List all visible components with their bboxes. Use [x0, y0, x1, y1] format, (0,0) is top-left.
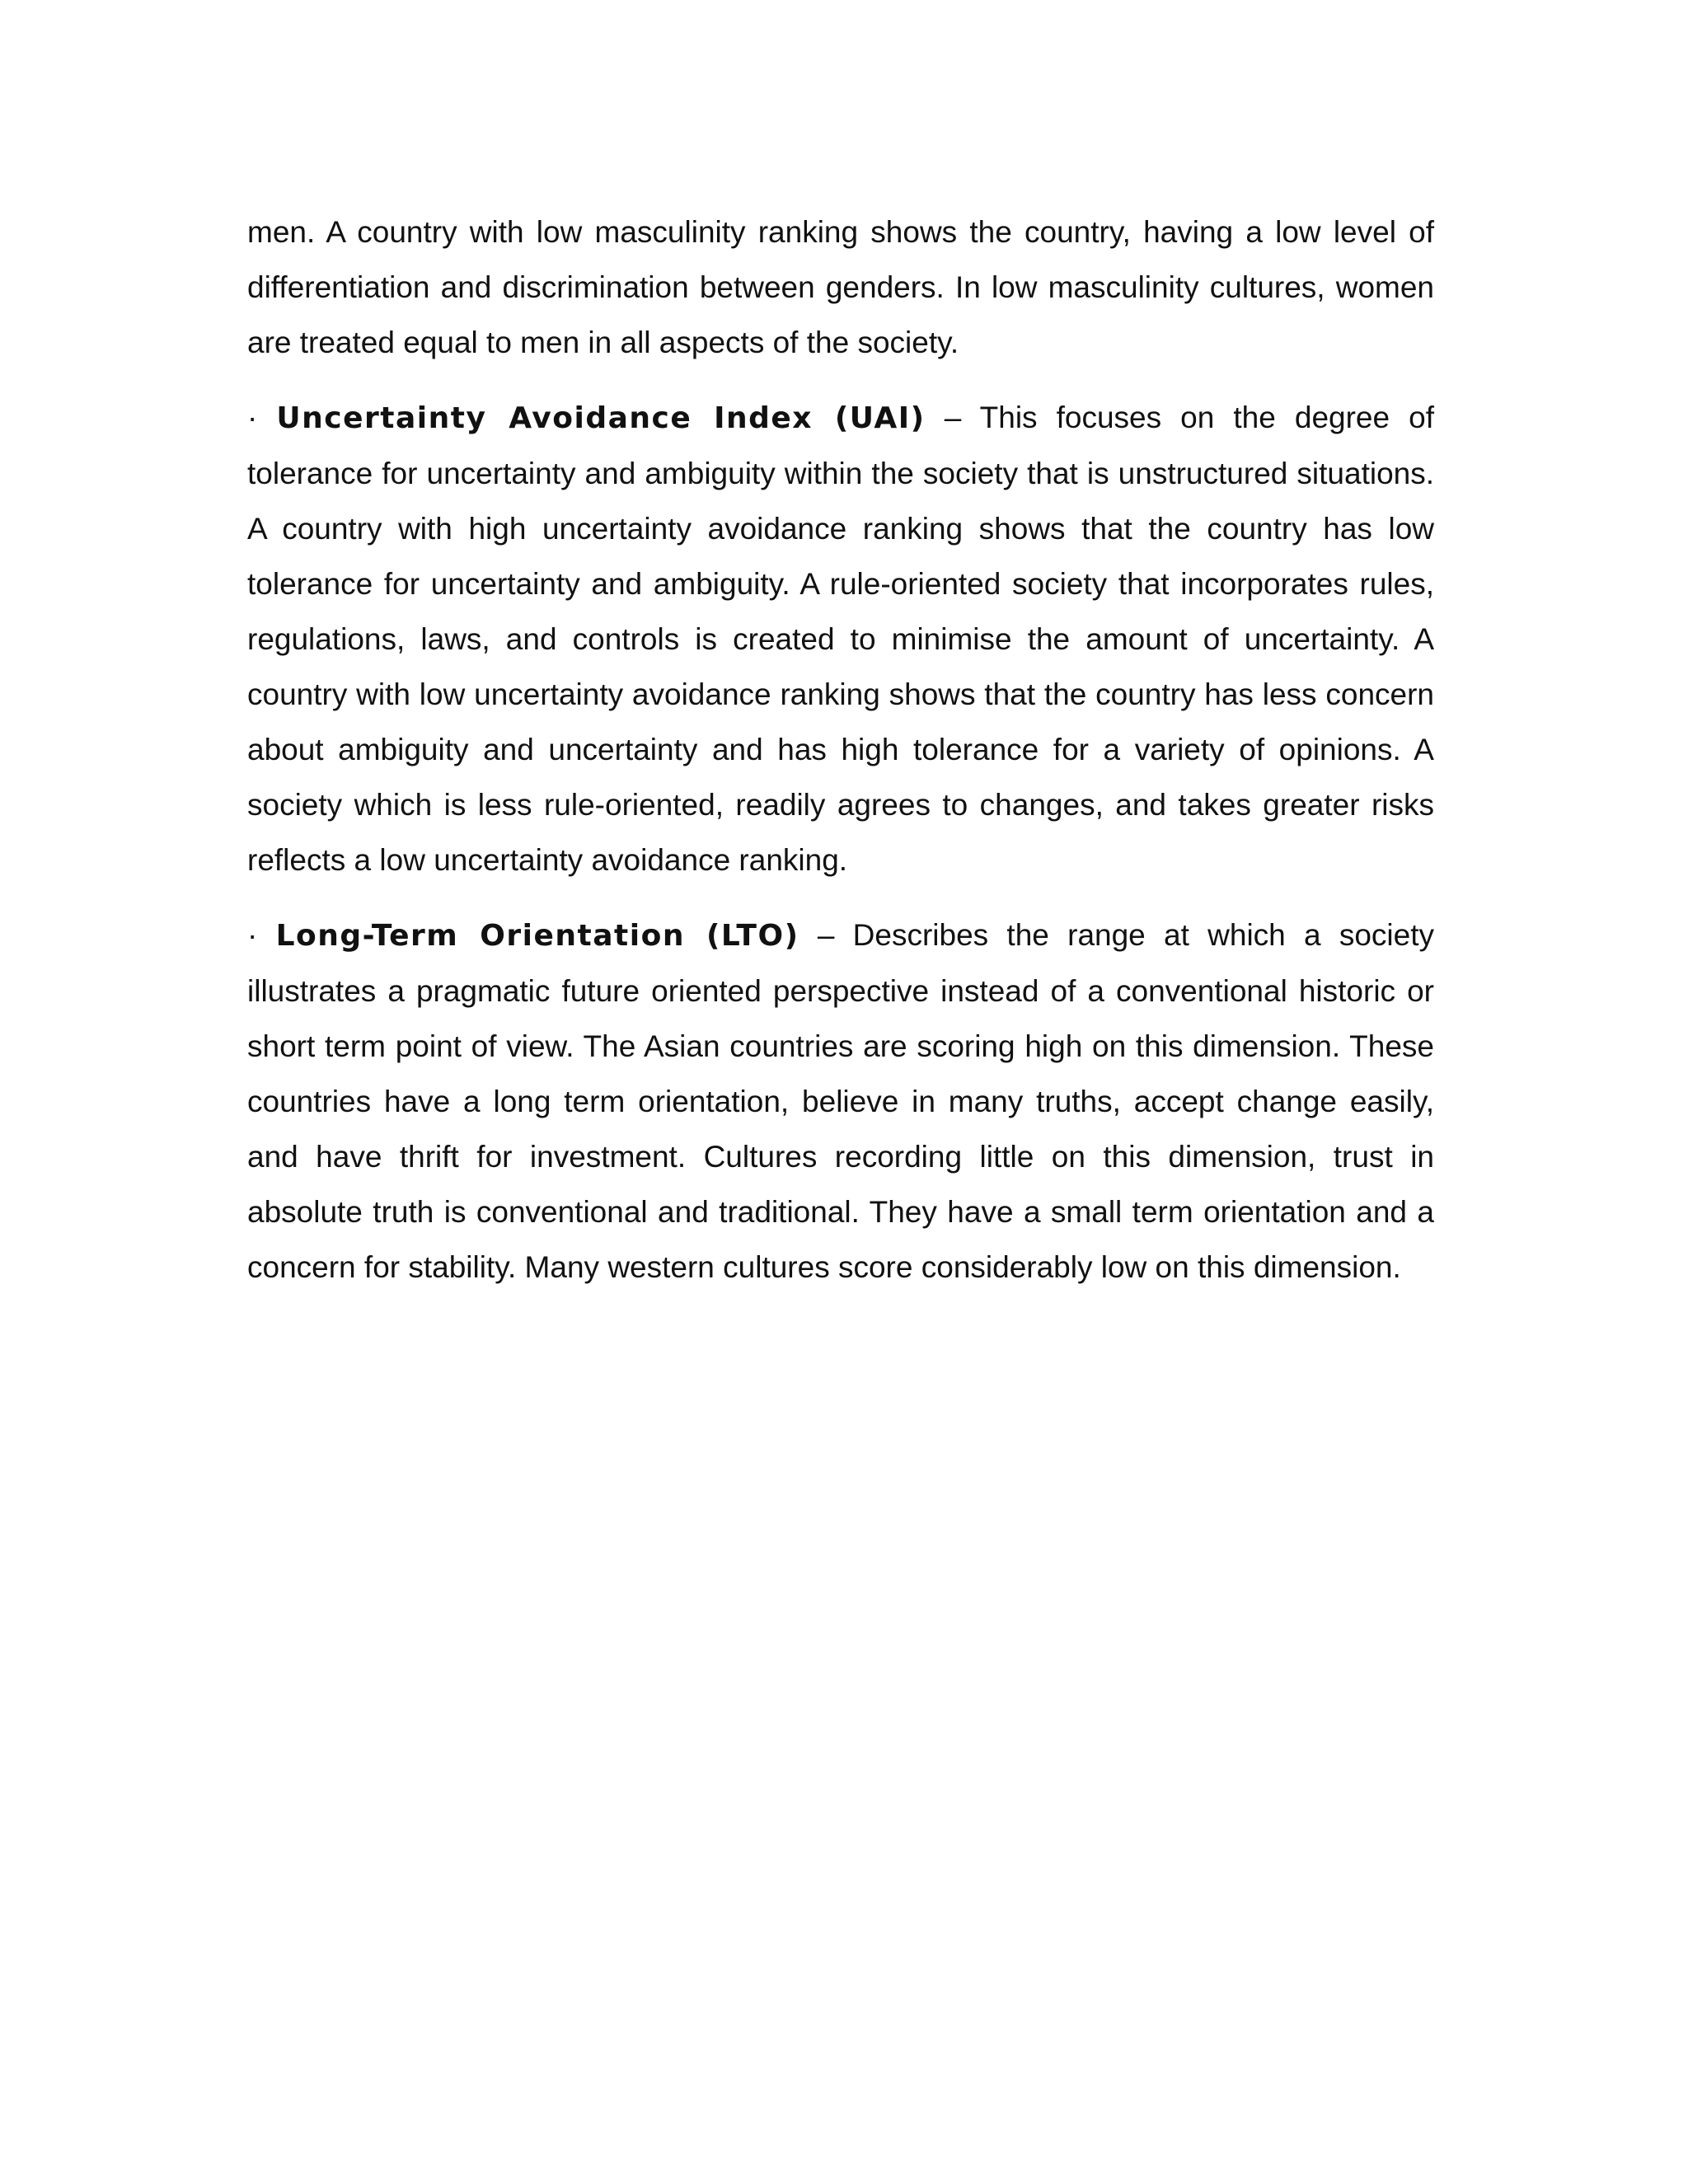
paragraph-uncertainty-avoidance	[247, 390, 1434, 888]
bullet-dot: ·	[247, 918, 258, 952]
term-uai: Uncertainty Avoidance Index (UAI)	[276, 401, 926, 435]
term-lto: Long-Term Orientation (LTO)	[275, 919, 799, 953]
bullet-dot: ·	[247, 401, 258, 434]
uai-description: – This focuses on the degree of tolerance for uncertainty and ambiguity within the society that is unstructured situations. A country with high uncertainty avoidance ranking shows that the country has low tolerance for uncertainty and ambiguity. A rule-oriented society that incorporates rules, regulations, laws, and controls is created to minimise the amount of uncertainty. A country with low uncertainty avoidance ranking shows that the country has less concern about ambiguity and uncertainty and has high tolerance for a variety of opinions. A society which is less rule-oriented, readily agrees to changes, and takes greater risks reflects a low uncertainty avoidance ranking.	[247, 401, 1434, 877]
paragraph-long-term-orientation	[247, 907, 1434, 1295]
document-body	[247, 204, 1434, 1315]
lto-description: – Describes the range at which a society illustrates a pragmatic future oriented perspective instead of a conventional historic or short term point of view. The Asian countries are scoring high on this dimension. These countries have a long term orientation, believe in many truths, accept change easily, and have thrift for investment. Cultures recording little on this dimension, trust in absolute truth is conventional and traditional. They have a small term orientation and a concern for stability. Many western cultures score considerably low on this dimension.	[247, 918, 1435, 1284]
paragraph-masculinity-continued: men. A country with low masculinity ranking shows the country, having a low level of differentiation and discrimination between genders. In low masculinity cultures, women are treated equal to men in all aspects of the society.	[247, 215, 1434, 359]
